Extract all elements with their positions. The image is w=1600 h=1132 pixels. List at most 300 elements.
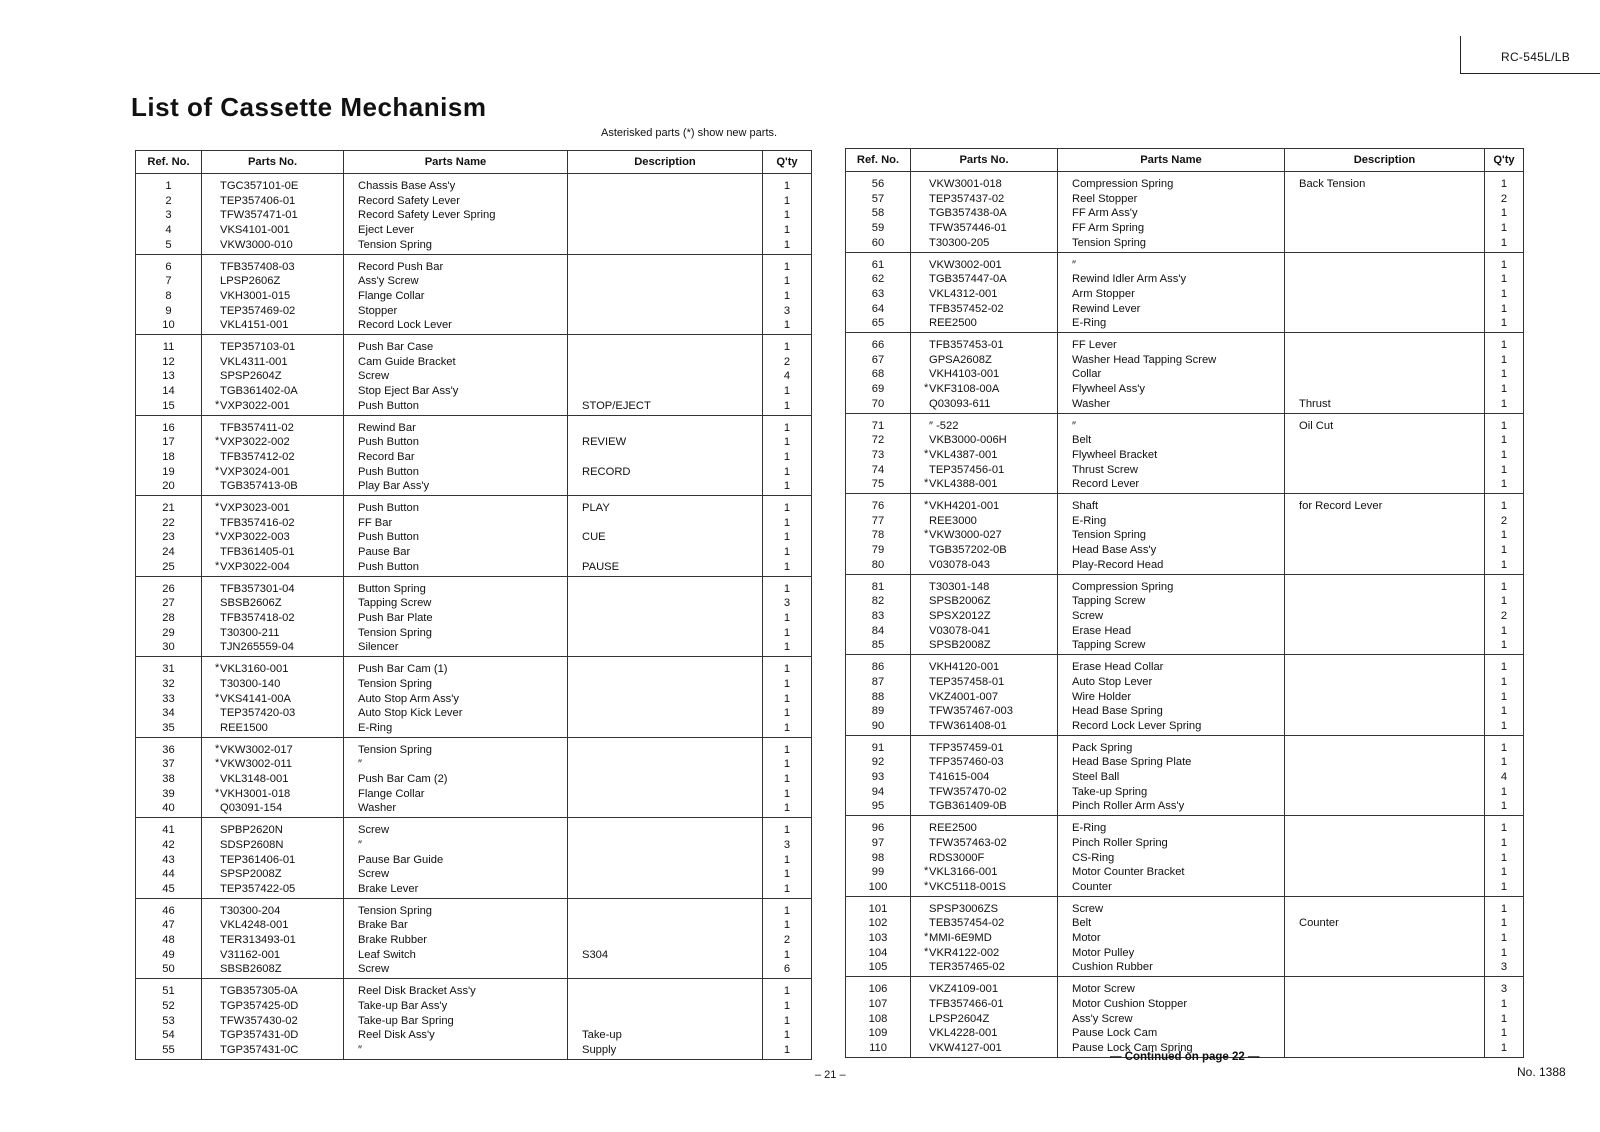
cell-description	[568, 318, 763, 334]
table-row	[846, 1026, 1524, 1041]
cell-ref-no: 53	[136, 1014, 202, 1029]
cell-parts-name: Washer	[344, 801, 568, 817]
cell-parts-name: Head Base Spring	[1058, 704, 1285, 719]
cell-parts-name: Take-up Spring	[1058, 785, 1285, 800]
cell-parts-name: Wire Holder	[1058, 690, 1285, 705]
cell-parts-name: FF Lever	[1058, 333, 1285, 353]
cell-description	[568, 174, 763, 194]
new-part-asterisk: *	[924, 879, 929, 892]
cell-ref-no: 94	[846, 785, 911, 800]
cell-ref-no: 8	[136, 289, 202, 304]
table-row	[136, 721, 812, 737]
cell-parts-no: TGB361402-0A	[202, 384, 344, 399]
table-row	[846, 851, 1524, 866]
table-row	[136, 435, 812, 450]
cell-description	[1285, 770, 1485, 785]
new-part-asterisk: *	[215, 786, 220, 799]
cell-parts-no: * VKL4387-001	[911, 448, 1058, 463]
cell-parts-no: VKZ4001-007	[911, 690, 1058, 705]
cell-parts-no: * VXP3022-004	[202, 560, 344, 576]
cell-qty: 1	[763, 787, 812, 802]
cell-qty: 1	[763, 238, 812, 254]
cell-parts-no: TFW357467-003	[911, 704, 1058, 719]
cell-parts-name: Cushion Rubber	[1058, 960, 1285, 976]
cell-parts-name: Screw	[344, 369, 568, 384]
cell-qty: 1	[763, 706, 812, 721]
cell-parts-name: Erase Head	[1058, 624, 1285, 639]
cell-qty: 1	[1485, 931, 1524, 946]
cell-parts-name: Silencer	[344, 640, 568, 656]
cell-ref-no: 21	[136, 496, 202, 516]
cell-parts-no: * VKR4122-002	[911, 946, 1058, 961]
continued-note: — Continued on page 22 —	[1110, 1051, 1260, 1063]
cell-description	[1285, 896, 1485, 916]
table-row	[846, 931, 1524, 946]
cell-parts-name: Push Bar Plate	[344, 611, 568, 626]
table-row	[846, 477, 1524, 493]
cell-description	[568, 223, 763, 238]
page-number: – 21 –	[815, 1069, 846, 1081]
cell-qty: 1	[763, 818, 812, 838]
cell-qty: 6	[763, 962, 812, 978]
cell-qty: 1	[1485, 448, 1524, 463]
cell-parts-no: TFW357463-02	[911, 836, 1058, 851]
cell-description	[568, 208, 763, 223]
cell-parts-no: VKW4127-001	[911, 1041, 1058, 1057]
table-row	[846, 916, 1524, 931]
page-title: List of Cassette Mechanism	[131, 92, 487, 122]
cell-parts-name: Tension Spring	[1058, 236, 1285, 252]
cell-ref-no: 62	[846, 272, 911, 287]
cell-qty: 1	[1485, 528, 1524, 543]
cell-qty: 1	[763, 721, 812, 737]
cell-parts-no: TGP357431-0C	[202, 1043, 344, 1059]
cell-qty: 3	[1485, 960, 1524, 976]
cell-ref-no: 75	[846, 477, 911, 493]
cell-description	[568, 867, 763, 882]
cell-qty: 1	[763, 415, 812, 435]
cell-ref-no: 65	[846, 316, 911, 332]
cell-parts-no: TEP361406-01	[202, 853, 344, 868]
cell-ref-no: 3	[136, 208, 202, 223]
cell-description	[1285, 785, 1485, 800]
cell-parts-name: Reel Disk Ass'y	[344, 1028, 568, 1043]
cell-ref-no: 64	[846, 302, 911, 317]
cell-qty: 1	[1485, 880, 1524, 896]
cell-qty: 1	[763, 1028, 812, 1043]
cell-parts-no: TGP357431-0D	[202, 1028, 344, 1043]
cell-description	[1285, 463, 1485, 478]
cell-parts-name: Stopper	[344, 304, 568, 319]
cell-description	[1285, 272, 1485, 287]
cell-qty: 1	[763, 918, 812, 933]
table-row	[846, 287, 1524, 302]
table-row	[846, 558, 1524, 574]
table-row	[136, 194, 812, 209]
table-row	[136, 355, 812, 370]
cell-parts-name: FF Bar	[344, 516, 568, 531]
cell-description	[568, 289, 763, 304]
table-row	[136, 399, 812, 415]
new-part-asterisk: *	[924, 865, 929, 878]
cell-description	[568, 933, 763, 948]
cell-parts-no: VKS4101-001	[202, 223, 344, 238]
table-row	[136, 640, 812, 656]
table-row	[136, 304, 812, 319]
cell-parts-no: TFW357446-01	[911, 221, 1058, 236]
cell-description	[1285, 543, 1485, 558]
cell-description: Thrust	[1285, 397, 1485, 413]
cell-ref-no: 79	[846, 543, 911, 558]
cell-description	[568, 818, 763, 838]
cell-description	[568, 384, 763, 399]
cell-parts-no: * VKH4201-001	[911, 494, 1058, 514]
cell-parts-no: REE2500	[911, 316, 1058, 332]
table-row	[136, 369, 812, 384]
cell-ref-no: 88	[846, 690, 911, 705]
cell-description	[1285, 997, 1485, 1012]
cell-parts-no: TFB357412-02	[202, 450, 344, 465]
cell-parts-name: Play Bar Ass'y	[344, 479, 568, 495]
cell-parts-name: Tension Spring	[344, 898, 568, 918]
cell-parts-name: E-Ring	[1058, 316, 1285, 332]
cell-ref-no: 107	[846, 997, 911, 1012]
table-row	[846, 770, 1524, 785]
table-row	[136, 560, 812, 576]
cell-ref-no: 44	[136, 867, 202, 882]
header-ref-no: Ref. No.	[136, 151, 202, 174]
cell-description	[1285, 252, 1485, 272]
cell-parts-no: V03078-043	[911, 558, 1058, 574]
cell-parts-no: Q03091-154	[202, 801, 344, 817]
cell-description	[1285, 206, 1485, 221]
table-row	[846, 880, 1524, 896]
header-qty: Q'ty	[763, 151, 812, 174]
cell-qty: 2	[1485, 609, 1524, 624]
new-part-asterisk: *	[215, 559, 220, 572]
table-row	[136, 335, 812, 355]
cell-parts-name: Cam Guide Bracket	[344, 355, 568, 370]
cell-description	[1285, 1026, 1485, 1041]
cell-ref-no: 36	[136, 737, 202, 757]
cell-ref-no: 101	[846, 896, 911, 916]
cell-parts-name: Pause Lock Cam	[1058, 1026, 1285, 1041]
cell-parts-name: Tension Spring	[344, 677, 568, 692]
cell-parts-name: Pinch Roller Arm Ass'y	[1058, 799, 1285, 815]
cell-description	[1285, 655, 1485, 675]
cell-qty: 1	[1485, 851, 1524, 866]
cell-description	[568, 999, 763, 1014]
table-row	[136, 818, 812, 838]
cell-description	[1285, 448, 1485, 463]
cell-parts-name: Record Push Bar	[344, 254, 568, 274]
cell-qty: 1	[763, 174, 812, 194]
cell-parts-name: Brake Bar	[344, 918, 568, 933]
cell-ref-no: 38	[136, 772, 202, 787]
cell-description: CUE	[568, 530, 763, 545]
cell-parts-no: VKH4103-001	[911, 367, 1058, 382]
table-row	[846, 514, 1524, 529]
cell-parts-no: * VXP3023-001	[202, 496, 344, 516]
cell-description	[1285, 236, 1485, 252]
cell-parts-no: * VKL4388-001	[911, 477, 1058, 493]
table-row	[136, 254, 812, 274]
cell-parts-name: Tension Spring	[344, 626, 568, 641]
cell-parts-no: LPSP2604Z	[911, 1012, 1058, 1027]
cell-parts-name: Tapping Screw	[1058, 638, 1285, 654]
cell-parts-name: Flange Collar	[344, 289, 568, 304]
cell-parts-name: Tapping Screw	[344, 596, 568, 611]
table-body-right	[846, 172, 1524, 1058]
table-row	[846, 433, 1524, 448]
cell-description	[1285, 865, 1485, 880]
table-row	[846, 960, 1524, 976]
cell-description: S304	[568, 948, 763, 963]
cell-parts-no: SBSB2608Z	[202, 962, 344, 978]
cell-qty: 1	[1485, 1041, 1524, 1057]
cell-qty: 1	[763, 948, 812, 963]
cell-parts-no: * VXP3024-001	[202, 465, 344, 480]
cell-description	[1285, 192, 1485, 207]
cell-ref-no: 59	[846, 221, 911, 236]
cell-description: Back Tension	[1285, 172, 1485, 192]
cell-ref-no: 20	[136, 479, 202, 495]
table-row	[136, 962, 812, 978]
cell-ref-no: 71	[846, 413, 911, 433]
cell-description	[568, 355, 763, 370]
cell-parts-no: SPSP2008Z	[202, 867, 344, 882]
cell-parts-no: V03078-041	[911, 624, 1058, 639]
cell-ref-no: 73	[846, 448, 911, 463]
table-row	[136, 999, 812, 1014]
cell-parts-name: Push Bar Cam (1)	[344, 657, 568, 677]
table-row	[846, 448, 1524, 463]
cell-description	[568, 516, 763, 531]
cell-ref-no: 105	[846, 960, 911, 976]
cell-ref-no: 86	[846, 655, 911, 675]
cell-parts-no: * VKC5118-001S	[911, 880, 1058, 896]
cell-description	[1285, 675, 1485, 690]
table-row	[846, 624, 1524, 639]
cell-ref-no: 39	[136, 787, 202, 802]
new-part-asterisk: *	[215, 501, 220, 514]
table-row	[136, 1043, 812, 1059]
table-row	[846, 528, 1524, 543]
cell-parts-name: Reel Stopper	[1058, 192, 1285, 207]
table-row	[846, 494, 1524, 514]
cell-ref-no: 63	[846, 287, 911, 302]
cell-ref-no: 24	[136, 545, 202, 560]
cell-ref-no: 52	[136, 999, 202, 1014]
cell-ref-no: 58	[846, 206, 911, 221]
cell-parts-no: * VKW3002-017	[202, 737, 344, 757]
cell-qty: 1	[1485, 236, 1524, 252]
cell-ref-no: 83	[846, 609, 911, 624]
cell-parts-name: Record Lock Lever	[344, 318, 568, 334]
cell-ref-no: 97	[846, 836, 911, 851]
table-row	[846, 382, 1524, 397]
cell-ref-no: 54	[136, 1028, 202, 1043]
cell-description	[568, 918, 763, 933]
cell-description	[1285, 960, 1485, 976]
cell-ref-no: 81	[846, 574, 911, 594]
cell-qty: 1	[763, 801, 812, 817]
table-row	[136, 496, 812, 516]
cell-description	[568, 882, 763, 898]
cell-ref-no: 46	[136, 898, 202, 918]
cell-ref-no: 41	[136, 818, 202, 838]
cell-description	[568, 677, 763, 692]
table-row	[846, 977, 1524, 997]
cell-parts-name: Push Bar Case	[344, 335, 568, 355]
table-row	[136, 882, 812, 898]
cell-qty: 1	[763, 999, 812, 1014]
cell-description	[568, 898, 763, 918]
cell-parts-name: Record Bar	[344, 450, 568, 465]
cell-ref-no: 35	[136, 721, 202, 737]
cell-qty: 1	[1485, 252, 1524, 272]
cell-parts-name: Pack Spring	[1058, 735, 1285, 755]
table-row	[846, 1012, 1524, 1027]
cell-ref-no: 109	[846, 1026, 911, 1041]
cell-qty: 1	[1485, 916, 1524, 931]
cell-qty: 1	[1485, 333, 1524, 353]
parts-table-right	[845, 148, 1524, 1058]
cell-description	[1285, 690, 1485, 705]
cell-qty: 1	[763, 772, 812, 787]
table-row	[846, 333, 1524, 353]
cell-parts-name: Eject Lever	[344, 223, 568, 238]
cell-parts-name: Record Safety Lever Spring	[344, 208, 568, 223]
table-row	[136, 611, 812, 626]
cell-description	[1285, 558, 1485, 574]
cell-qty: 1	[1485, 655, 1524, 675]
cell-parts-no: TEP357103-01	[202, 335, 344, 355]
cell-qty: 3	[763, 596, 812, 611]
cell-ref-no: 89	[846, 704, 911, 719]
cell-parts-no: TFB357411-02	[202, 415, 344, 435]
cell-ref-no: 15	[136, 399, 202, 415]
table-body-left	[136, 174, 812, 1060]
table-row	[846, 946, 1524, 961]
table-row	[136, 692, 812, 707]
parts-table-left	[135, 150, 812, 1060]
cell-qty: 1	[763, 1014, 812, 1029]
cell-parts-no: TFW357471-01	[202, 208, 344, 223]
cell-qty: 1	[763, 757, 812, 772]
cell-parts-name: E-Ring	[1058, 514, 1285, 529]
cell-ref-no: 1	[136, 174, 202, 194]
cell-qty: 1	[763, 208, 812, 223]
cell-ref-no: 28	[136, 611, 202, 626]
cell-description	[1285, 382, 1485, 397]
cell-parts-name: E-Ring	[1058, 816, 1285, 836]
cell-parts-name: Screw	[344, 962, 568, 978]
cell-ref-no: 98	[846, 851, 911, 866]
cell-qty: 1	[763, 223, 812, 238]
cell-ref-no: 5	[136, 238, 202, 254]
cell-parts-no: TEP357456-01	[911, 463, 1058, 478]
cell-parts-no: T30300-211	[202, 626, 344, 641]
cell-ref-no: 19	[136, 465, 202, 480]
cell-parts-no: T30300-205	[911, 236, 1058, 252]
cell-qty: 1	[763, 737, 812, 757]
table-row	[136, 530, 812, 545]
cell-description	[1285, 638, 1485, 654]
cell-description	[1285, 704, 1485, 719]
cell-qty: 1	[1485, 397, 1524, 413]
table-row	[846, 638, 1524, 654]
cell-parts-no: TFW357430-02	[202, 1014, 344, 1029]
table-row	[136, 596, 812, 611]
cell-qty: 1	[1485, 735, 1524, 755]
cell-parts-name: Screw	[344, 867, 568, 882]
cell-parts-name: ″	[1058, 413, 1285, 433]
cell-description	[1285, 594, 1485, 609]
cell-qty: 3	[1485, 977, 1524, 997]
cell-parts-name: Erase Head Collar	[1058, 655, 1285, 675]
cell-ref-no: 31	[136, 657, 202, 677]
cell-parts-no: TEP357437-02	[911, 192, 1058, 207]
header-ref-no: Ref. No.	[846, 149, 911, 172]
cell-parts-no: * VKW3002-011	[202, 757, 344, 772]
cell-parts-no: TFB357453-01	[911, 333, 1058, 353]
cell-parts-name: ″	[1058, 252, 1285, 272]
cell-ref-no: 67	[846, 353, 911, 368]
cell-parts-no: TFP357460-03	[911, 755, 1058, 770]
cell-qty: 1	[763, 384, 812, 399]
cell-parts-no: VKW3002-001	[911, 252, 1058, 272]
cell-ref-no: 11	[136, 335, 202, 355]
cell-description	[1285, 719, 1485, 735]
cell-qty: 1	[1485, 272, 1524, 287]
table-row	[136, 867, 812, 882]
cell-parts-no: VKL4228-001	[911, 1026, 1058, 1041]
cell-ref-no: 91	[846, 735, 911, 755]
cell-ref-no: 104	[846, 946, 911, 961]
cell-parts-name: E-Ring	[344, 721, 568, 737]
cell-description	[1285, 977, 1485, 997]
cell-description	[1285, 816, 1485, 836]
cell-description	[568, 757, 763, 772]
cell-ref-no: 50	[136, 962, 202, 978]
cell-qty: 1	[1485, 316, 1524, 332]
table-row	[136, 757, 812, 772]
cell-ref-no: 33	[136, 692, 202, 707]
table-row	[846, 755, 1524, 770]
cell-parts-no: RDS3000F	[911, 851, 1058, 866]
table-row	[136, 853, 812, 868]
cell-parts-name: Record Lever	[1058, 477, 1285, 493]
cell-description: Take-up	[568, 1028, 763, 1043]
table-row	[136, 238, 812, 254]
cell-qty: 1	[763, 435, 812, 450]
cell-parts-name: Take-up Bar Spring	[344, 1014, 568, 1029]
cell-description	[1285, 316, 1485, 332]
table-row	[846, 172, 1524, 192]
cell-parts-no: VKH4120-001	[911, 655, 1058, 675]
cell-ref-no: 55	[136, 1043, 202, 1059]
table-row	[846, 690, 1524, 705]
cell-description	[568, 274, 763, 289]
cell-description	[568, 238, 763, 254]
cell-ref-no: 56	[846, 172, 911, 192]
cell-description	[1285, 574, 1485, 594]
new-part-asterisk: *	[924, 382, 929, 395]
cell-ref-no: 61	[846, 252, 911, 272]
cell-qty: 1	[763, 450, 812, 465]
cell-description	[568, 304, 763, 319]
